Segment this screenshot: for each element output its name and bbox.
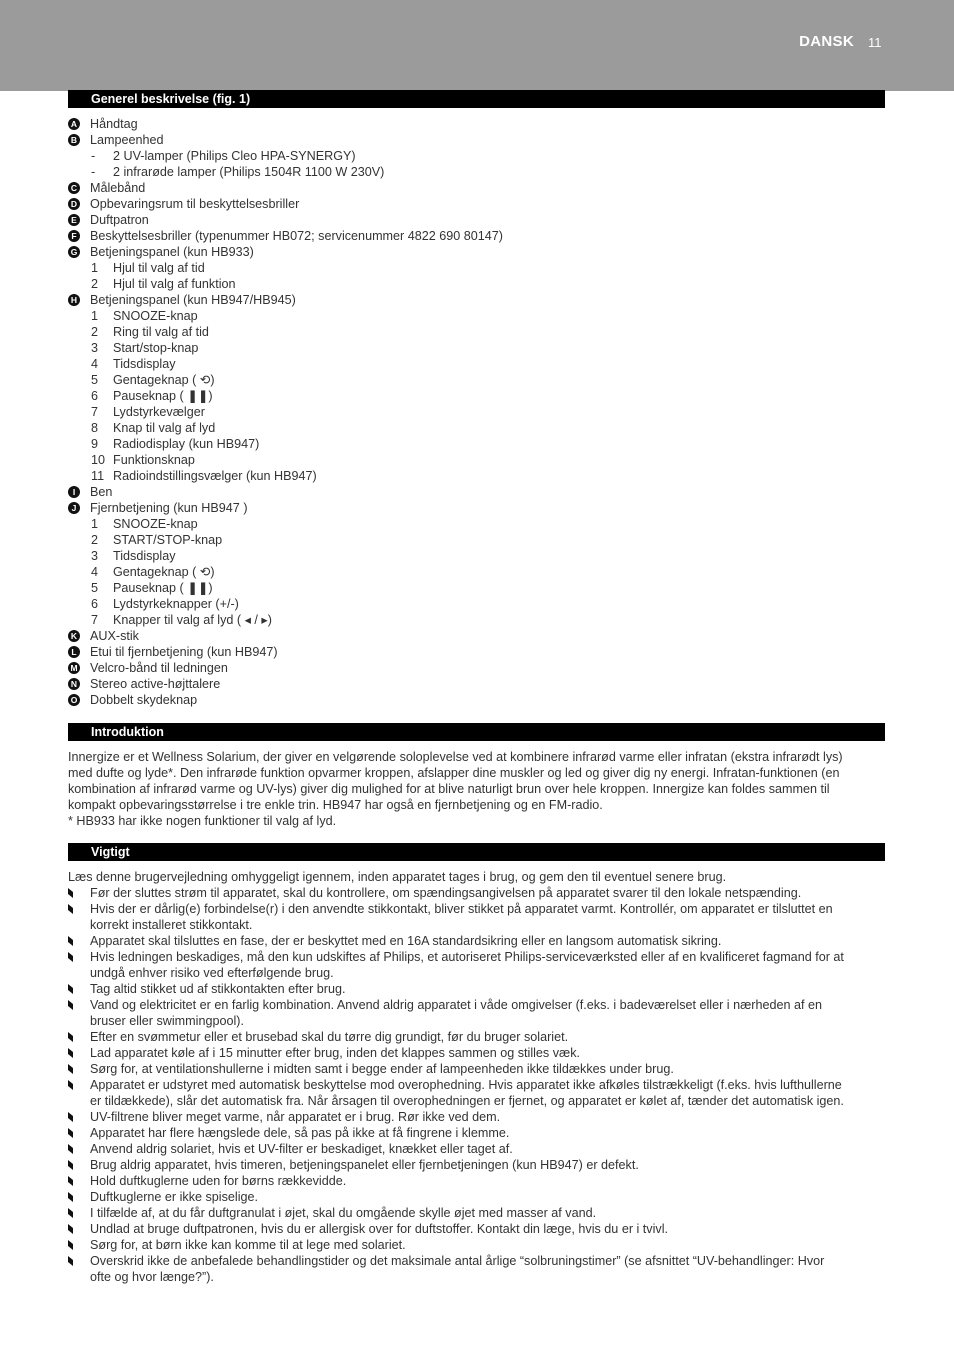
- bullet-arrow-icon: [68, 1192, 73, 1202]
- warning-bullet-item: [68, 1109, 888, 1125]
- item-text: SNOOZE-knap: [113, 309, 198, 323]
- parts-sub-item: [68, 548, 888, 564]
- part-letter-badge: E: [68, 214, 80, 226]
- parts-sub-item: [68, 356, 888, 372]
- bullet-arrow-icon: [68, 936, 73, 946]
- item-text: Gentageknap ( ⟲): [113, 373, 215, 387]
- parts-sub-item: [68, 580, 888, 596]
- sub-item-number: 2: [91, 277, 99, 291]
- item-text: Knapper til valg af lyd ( ◂ / ▸): [113, 613, 272, 627]
- item-text: Ring til valg af tid: [113, 325, 209, 339]
- parts-list-item: [68, 628, 888, 644]
- sub-item-number: 8: [91, 421, 99, 435]
- bullet-text-line: Tag altid stikket ud af stikkontakten efter brug.: [90, 982, 346, 996]
- item-text: SNOOZE-knap: [113, 517, 198, 531]
- parts-sub-item: [68, 516, 888, 532]
- warning-bullet-item: [68, 1221, 888, 1237]
- bullet-arrow-icon: [68, 1176, 73, 1186]
- sub-item-number: 3: [91, 549, 99, 563]
- important-section: [68, 869, 888, 1285]
- section-header-general: Generel beskrivelse (fig. 1): [68, 90, 885, 108]
- parts-sub-item: [68, 452, 888, 468]
- bullet-text-line: Hvis ledningen beskadiges, må den kun udskiftes af Philips, et autoriseret Philips-serviceværksted eller af en kvalificeret fagmand for at: [90, 950, 844, 964]
- item-text: Betjeningspanel (kun HB933): [90, 245, 254, 259]
- bullet-arrow-icon: [68, 1064, 73, 1074]
- sub-item-number: 11: [91, 469, 105, 483]
- warning-bullet-item: [68, 949, 888, 981]
- item-text: Hjul til valg af funktion: [113, 277, 236, 291]
- item-text: Pauseknap ( ❚❚): [113, 581, 213, 595]
- bullet-arrow-icon: [68, 1080, 73, 1090]
- part-letter-badge: D: [68, 198, 80, 210]
- item-text: Dobbelt skydeknap: [90, 693, 198, 707]
- sub-item-number: 7: [91, 405, 99, 419]
- item-text: Tidsdisplay: [113, 357, 176, 371]
- parts-list-item: [68, 660, 888, 676]
- item-text: Start/stop-knap: [113, 341, 199, 355]
- parts-sub-item: [68, 388, 888, 404]
- bullet-text-line: Vand og elektricitet er en farlig kombination. Anvend aldrig apparatet i våde omgivelser (f.eks. i badeværelset eller i nærheden af en: [90, 998, 823, 1012]
- bullet-text-line: Sørg for, at ventilationshullerne i midten samt i begge ender af lampeenheden ikke tildækkes under brug.: [90, 1062, 674, 1076]
- item-text: Stereo active-højttalere: [90, 677, 221, 691]
- sub-item-number: 5: [91, 581, 99, 595]
- item-text: Hjul til valg af tid: [113, 261, 205, 275]
- warning-bullet-item: [68, 1173, 888, 1189]
- section-header-intro: Introduktion: [68, 723, 885, 741]
- intro-line: Innergize er et Wellness Solarium, der giver en velgørende soloplevelse ved at kombinere infrarød varme eller infratan (ekstra infrarødt lys): [68, 750, 843, 764]
- item-text: Pauseknap ( ❚❚): [113, 389, 213, 403]
- warning-bullet-item: [68, 1157, 888, 1173]
- bullet-text-line: Hold duftkuglerne uden for børns rækkevidde.: [90, 1174, 347, 1188]
- sub-item-number: -: [91, 165, 96, 179]
- bullet-text-line: ofte og hvor længe?”).: [90, 1270, 214, 1284]
- bullet-arrow-icon: [68, 1000, 73, 1010]
- part-letter-badge: H: [68, 294, 80, 306]
- part-letter-badge: O: [68, 694, 80, 706]
- parts-sub-item: [68, 564, 888, 580]
- bullet-text-line: Duftkuglerne er ikke spiselige.: [90, 1190, 258, 1204]
- bullet-text-line: Efter en svømmetur eller et brusebad skal du tørre dig grundigt, før du bruger solariet.: [90, 1030, 569, 1044]
- part-letter-badge: J: [68, 502, 80, 514]
- part-letter-badge: A: [68, 118, 80, 130]
- parts-sub-item: [68, 164, 888, 180]
- intro-line: med dufte og lyde*. Den infrarøde funktion opvarmer kroppen, afslapper dine muskler og led og giver dig ny energi. Infratan-funktionen (en: [68, 766, 840, 780]
- item-text: Fjernbetjening (kun HB947 ): [90, 501, 248, 515]
- item-text: Gentageknap ( ⟲): [113, 565, 215, 579]
- bullet-arrow-icon: [68, 1032, 73, 1042]
- bullet-arrow-icon: [68, 984, 73, 994]
- item-text: Etui til fjernbetjening (kun HB947): [90, 645, 278, 659]
- sub-item-number: 6: [91, 597, 99, 611]
- item-text: Velcro-bånd til ledningen: [90, 661, 228, 675]
- bullet-arrow-icon: [68, 1112, 73, 1122]
- bullet-text-line: Apparatet er udstyret med automatisk beskyttelse mod overophedning. Hvis apparatet ikke afkøles tilstrækkeligt (f.eks. hvis lufthullerne: [90, 1078, 842, 1092]
- bullet-text-line: I tilfælde af, at du får duftgranulat i øjet, skal du omgående skylle øjet med masser af vand.: [90, 1206, 597, 1220]
- parts-sub-item: [68, 148, 888, 164]
- item-text: Beskyttelsesbriller (typenummer HB072; servicenummer 4822 690 80147): [90, 229, 503, 243]
- sub-item-number: 6: [91, 389, 99, 403]
- warning-bullet-item: [68, 1189, 888, 1205]
- bullet-arrow-icon: [68, 952, 73, 962]
- intro-line: kombination af infrarød varme og UV-lys) giver dig mulighed for at blive naturligt brun over hele kroppen. Innergize kan foldes sammen til: [68, 782, 830, 796]
- bullet-text-line: Apparatet har flere hængslede dele, så pas på ikke at få fingrene i klemme.: [90, 1126, 510, 1140]
- parts-sub-item: [68, 468, 888, 484]
- parts-sub-item: [68, 260, 888, 276]
- parts-sub-item: [68, 612, 888, 628]
- intro-line: kompakt opbevaringsstørrelse i tre enkle trin. HB947 har også en fjernbetjening og en FM-radio.: [68, 798, 603, 812]
- sub-item-number: 1: [91, 517, 99, 531]
- bullet-text-line: Sørg for, at børn ikke kan komme til at lege med solariet.: [90, 1238, 406, 1252]
- item-text: Lampeenhed: [90, 133, 164, 147]
- general-description-list: [68, 116, 888, 708]
- parts-list-item: [68, 180, 888, 196]
- bullet-arrow-icon: [68, 1224, 73, 1234]
- warning-bullet-item: [68, 901, 888, 933]
- bullet-text-line: Hvis der er dårlig(e) forbindelse(r) i den anvendte stikkontakt, bliver stikket på apparatet varmt. Kontrollér, om apparatet er tilsluttet en: [90, 902, 833, 916]
- part-letter-badge: I: [68, 486, 80, 498]
- item-text: Radioindstillingsvælger (kun HB947): [113, 469, 317, 483]
- parts-list-item: [68, 196, 888, 212]
- intro-line: * HB933 har ikke nogen funktioner til valg af lyd.: [68, 814, 337, 828]
- bullet-arrow-icon: [68, 888, 73, 898]
- warning-bullet-item: [68, 1141, 888, 1157]
- item-text: Duftpatron: [90, 213, 149, 227]
- warning-bullet-item: [68, 1029, 888, 1045]
- warning-bullet-item: [68, 1205, 888, 1221]
- bullet-text-line: er tildækkede), slår det automatisk fra. Når årsagen til overophedningen er fjernet, og apparatet er kølet af, tænder det automatisk igen.: [90, 1094, 844, 1108]
- parts-list-item: [68, 484, 888, 500]
- item-text: Radiodisplay (kun HB947): [113, 437, 260, 451]
- parts-list-item: [68, 676, 888, 692]
- warning-bullet-item: [68, 1237, 888, 1253]
- bullet-text-line: Lad apparatet køle af i 15 minutter efter brug, inden det klappes sammen og stilles væk.: [90, 1046, 581, 1060]
- parts-list-item: [68, 644, 888, 660]
- warning-bullet-item: [68, 981, 888, 997]
- parts-list-item: [68, 244, 888, 260]
- header-language: DANSK: [799, 33, 854, 50]
- parts-sub-item: [68, 596, 888, 612]
- part-letter-badge: N: [68, 678, 80, 690]
- parts-sub-item: [68, 276, 888, 292]
- part-letter-badge: K: [68, 630, 80, 642]
- bullet-arrow-icon: [68, 904, 73, 914]
- sub-item-number: 2: [91, 533, 99, 547]
- item-text: START/STOP-knap: [113, 533, 223, 547]
- parts-sub-item: [68, 404, 888, 420]
- warning-bullet-item: [68, 933, 888, 949]
- bullet-text-line: Anvend aldrig solariet, hvis et UV-filter er beskadiget, knækket eller taget af.: [90, 1142, 513, 1156]
- item-text: Lydstyrkeknapper (+/-): [113, 597, 239, 611]
- parts-sub-item: [68, 420, 888, 436]
- sub-item-number: 7: [91, 613, 99, 627]
- sub-item-number: 4: [91, 565, 99, 579]
- bullet-text-line: Apparatet skal tilsluttes en fase, der er beskyttet med en 16A standardsikring eller en langsom automatisk sikring.: [90, 934, 722, 948]
- warning-bullet-item: [68, 1125, 888, 1141]
- sub-item-number: 1: [91, 309, 99, 323]
- parts-list-item: [68, 692, 888, 708]
- bullet-arrow-icon: [68, 1128, 73, 1138]
- bullet-text-line: UV-filtrene bliver meget varme, når apparatet er i brug. Rør ikke ved dem.: [90, 1110, 501, 1124]
- sub-item-number: 4: [91, 357, 99, 371]
- item-text: Målebånd: [90, 181, 146, 195]
- warning-bullet-item: [68, 1077, 888, 1109]
- part-letter-badge: F: [68, 230, 80, 242]
- part-letter-badge: C: [68, 182, 80, 194]
- parts-list-item: [68, 500, 888, 516]
- part-letter-badge: L: [68, 646, 80, 658]
- parts-list-item: [68, 292, 888, 308]
- sub-item-number: 5: [91, 373, 99, 387]
- parts-list-item: [68, 212, 888, 228]
- bullet-text-line: bruser eller swimmingpool).: [90, 1014, 244, 1028]
- sub-item-number: 10: [91, 453, 106, 467]
- warning-bullet-item: [68, 997, 888, 1029]
- item-text: Funktionsknap: [113, 453, 195, 467]
- warning-bullet-item: [68, 885, 888, 901]
- sub-item-number: 1: [91, 261, 99, 275]
- sub-item-number: 9: [91, 437, 99, 451]
- parts-list-item: [68, 228, 888, 244]
- bullet-text-line: undgå enhver risiko ved efterfølgende brug.: [90, 966, 334, 980]
- parts-sub-item: [68, 436, 888, 452]
- warning-bullet-item: [68, 1253, 888, 1285]
- item-text: AUX-stik: [90, 629, 139, 643]
- item-text: Knap til valg af lyd: [113, 421, 216, 435]
- bullet-arrow-icon: [68, 1144, 73, 1154]
- parts-sub-item: [68, 340, 888, 356]
- section-header-important: Vigtigt: [68, 843, 885, 861]
- warning-bullet-item: [68, 1045, 888, 1061]
- part-letter-badge: B: [68, 134, 80, 146]
- item-text: Tidsdisplay: [113, 549, 176, 563]
- intro-paragraph: [68, 749, 888, 829]
- bullet-arrow-icon: [68, 1160, 73, 1170]
- sub-item-number: -: [91, 149, 96, 163]
- part-letter-badge: M: [68, 662, 80, 674]
- bullet-text-line: korrekt installeret stikkontakt.: [90, 918, 253, 932]
- bullet-text-line: Overskrid ikke de anbefalede behandlingstider og det maksimale antal årlige “solbruningstimer” (se afsnittet “UV-behandlinger: Hvor: [90, 1254, 825, 1268]
- sub-item-number: 2: [91, 325, 99, 339]
- parts-list-item: [68, 116, 888, 132]
- page-number: 11: [868, 35, 882, 50]
- bullet-arrow-icon: [68, 1208, 73, 1218]
- important-intro: Læs denne brugervejledning omhyggeligt igennem, inden apparatet tages i brug, og gem den til eventuel senere brug.: [68, 870, 727, 884]
- item-text: Håndtag: [90, 117, 138, 131]
- item-text: 2 infrarøde lamper (Philips 1504R 1100 W 230V): [113, 165, 385, 179]
- parts-sub-item: [68, 324, 888, 340]
- bullet-arrow-icon: [68, 1240, 73, 1250]
- part-letter-badge: G: [68, 246, 80, 258]
- item-text: Lydstyrkevælger: [113, 405, 205, 419]
- item-text: Opbevaringsrum til beskyttelsesbriller: [90, 197, 300, 211]
- sub-item-number: 3: [91, 341, 99, 355]
- parts-sub-item: [68, 532, 888, 548]
- bullet-text-line: Undlad at bruge duftpatronen, hvis du er allergisk over for duftstoffer. Kontakt din læge, hvis du er i tvivl.: [90, 1222, 668, 1236]
- warning-bullet-item: [68, 1061, 888, 1077]
- parts-sub-item: [68, 308, 888, 324]
- item-text: Ben: [90, 485, 113, 499]
- parts-sub-item: [68, 372, 888, 388]
- bullet-text-line: Brug aldrig apparatet, hvis timeren, betjeningspanelet eller fjernbetjeningen (kun HB947) er defekt.: [90, 1158, 639, 1172]
- parts-list-item: [68, 132, 888, 148]
- bullet-arrow-icon: [68, 1048, 73, 1058]
- item-text: 2 UV-lamper (Philips Cleo HPA-SYNERGY): [113, 149, 356, 163]
- bullet-arrow-icon: [68, 1256, 73, 1266]
- item-text: Betjeningspanel (kun HB947/HB945): [90, 293, 296, 307]
- bullet-text-line: Før der sluttes strøm til apparatet, skal du kontrollere, om spændingsangivelsen på apparatet svarer til den lokale netspænding.: [90, 886, 802, 900]
